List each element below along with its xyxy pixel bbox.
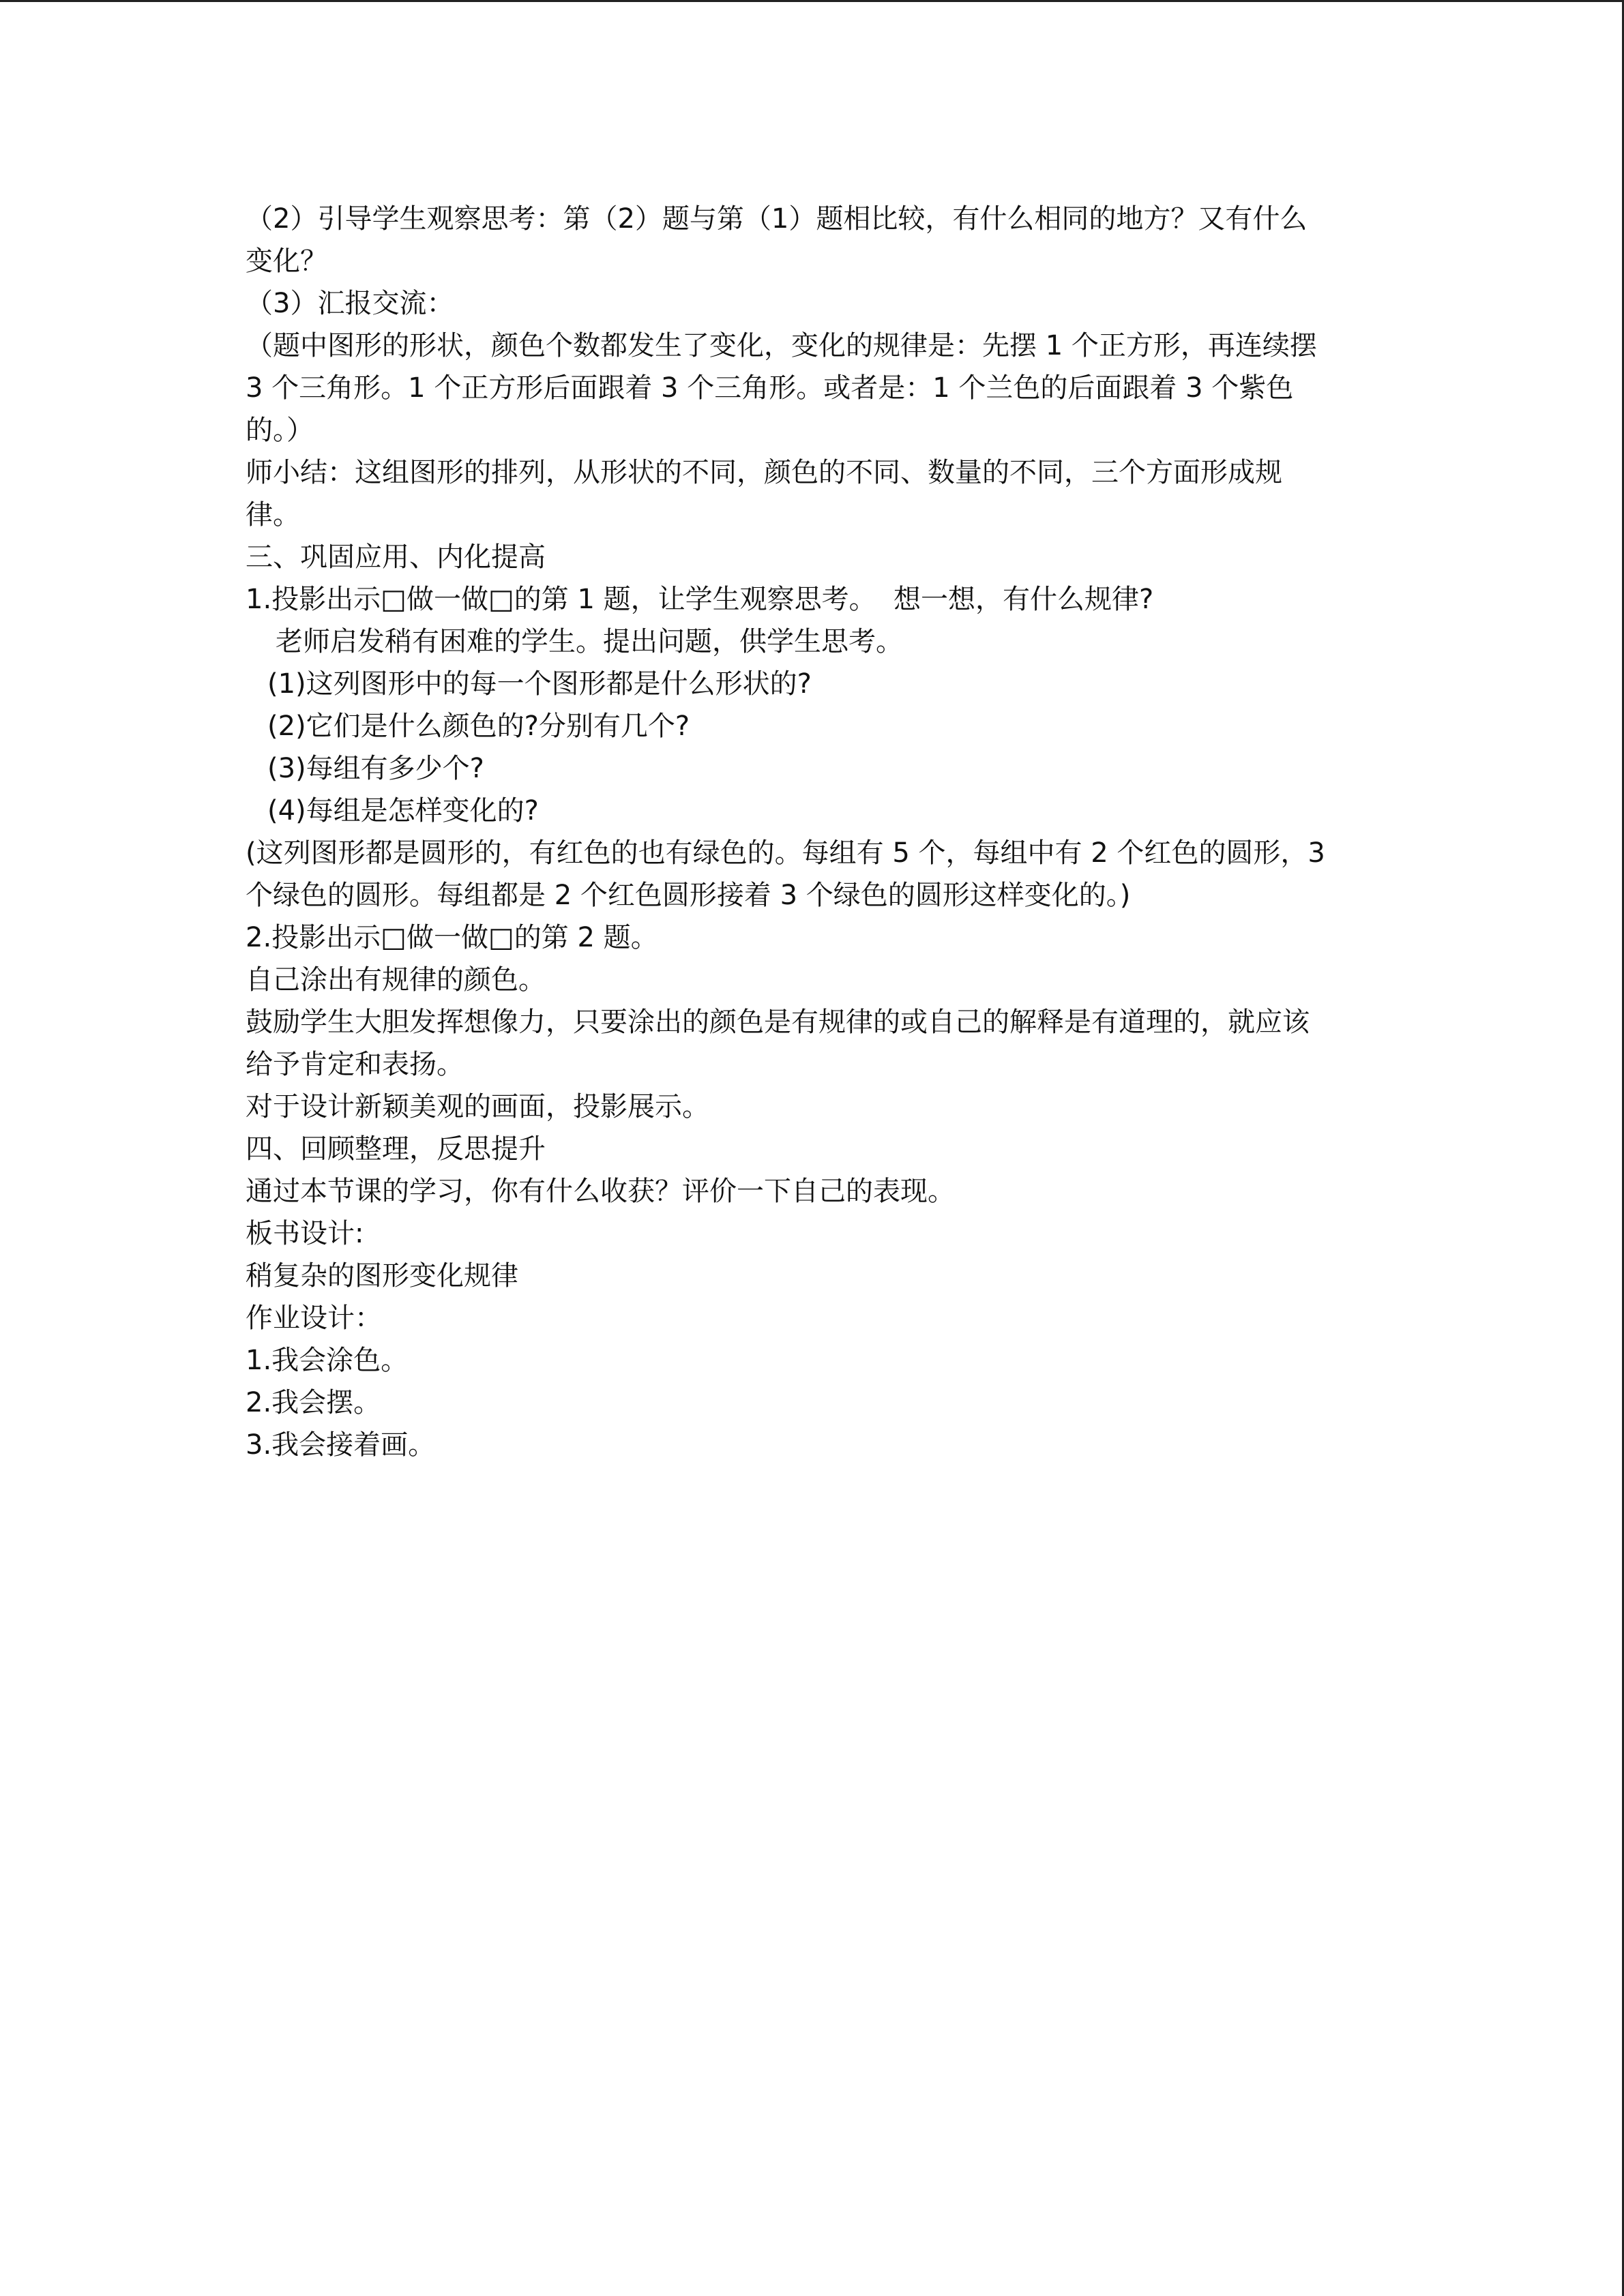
- answer-paragraph-line-3: 的。）: [246, 415, 314, 446]
- homework-item-3: 3.我会接着画。: [246, 1429, 436, 1461]
- coloring-instruction: 自己涂出有规律的颜色。: [246, 964, 546, 996]
- homework-item-1: 1.我会涂色。: [246, 1345, 409, 1376]
- answer-paragraph-line-2: 3 个三角形。1 个正方形后面跟着 3 个三角形。或者是：1 个兰色的后面跟着 3 个紫色: [246, 372, 1294, 404]
- section-4-heading: 四、回顾整理，反思提升: [246, 1133, 546, 1165]
- encourage-line-1: 鼓励学生大胆发挥想像力，只要涂出的颜色是有规律的或自己的解释是有道理的，就应该: [246, 1007, 1310, 1038]
- step-3-report-heading: （3）汇报交流：: [246, 288, 454, 319]
- section-3-heading: 三、巩固应用、内化提高: [246, 541, 546, 573]
- encourage-line-2: 给予肯定和表扬。: [246, 1049, 464, 1080]
- exercise-1-answer-line-2: 个绿色的圆形。每组都是 2 个红色圆形接着 3 个绿色的圆形这样变化的。): [246, 880, 1131, 911]
- question-1: (1)这列图形中的每一个图形都是什么形状的?: [267, 668, 812, 700]
- question-3: (3)每组有多少个?: [267, 753, 484, 784]
- teacher-hint-line: 老师启发稍有困难的学生。提出问题，供学生思考。: [276, 626, 903, 657]
- question-4: (4)每组是怎样变化的?: [267, 795, 539, 826]
- exercise-1-line: 1.投影出示□做一做□的第 1 题，让学生观察思考。 想一想，有什么规律?: [246, 584, 1154, 615]
- answer-paragraph-line-1: （题中图形的形状，颜色个数都发生了变化，变化的规律是：先摆 1 个正方形，再连续摆: [246, 330, 1317, 361]
- exercise-2-line: 2.投影出示□做一做□的第 2 题。: [246, 922, 658, 953]
- showcase-line: 对于设计新颖美观的画面，投影展示。: [246, 1091, 709, 1122]
- teacher-summary-line-1: 师小结：这组图形的排列，从形状的不同，颜色的不同、数量的不同，三个方面形成规: [246, 457, 1282, 488]
- exercise-1-answer-line-1: (这列图形都是圆形的，有红色的也有绿色的。每组有 5 个，每组中有 2 个红色的圆形，3: [246, 837, 1325, 869]
- reflection-line: 通过本节课的学习，你有什么收获？评价一下自己的表现。: [246, 1176, 955, 1207]
- homework-heading: 作业设计：: [246, 1302, 382, 1334]
- step-2-observe-line-2: 变化？: [246, 245, 327, 277]
- board-design-content: 稍复杂的图形变化规律: [246, 1260, 518, 1292]
- teacher-summary-line-2: 律。: [246, 499, 300, 531]
- homework-item-2: 2.我会摆。: [246, 1387, 381, 1418]
- question-2: (2)它们是什么颜色的?分别有几个?: [267, 711, 690, 742]
- board-design-heading: 板书设计:: [246, 1218, 364, 1249]
- step-2-observe-line-1: （2）引导学生观察思考：第（2）题与第（1）题相比较，有什么相同的地方？又有什么: [246, 203, 1308, 235]
- document-body: [246, 198, 1378, 1466]
